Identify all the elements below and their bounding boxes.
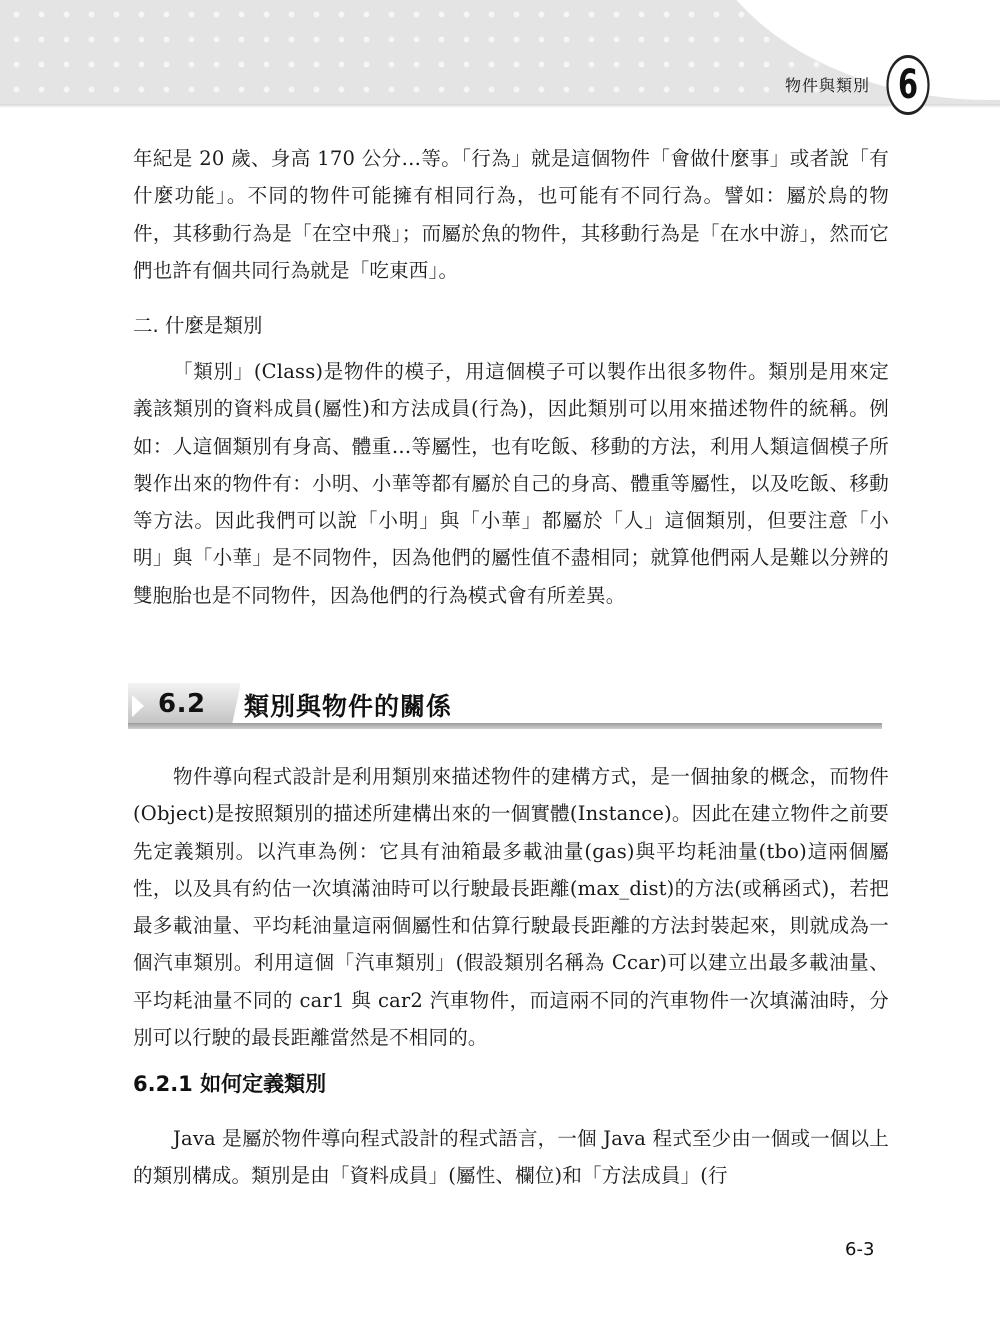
section-rule — [128, 723, 882, 729]
subsection-heading: 6.2.1 如何定義類別 — [133, 1072, 327, 1096]
section-banner — [128, 683, 882, 731]
paragraph-define-class: Java 是屬於物件導向程式設計的程式語言，一個 Java 程式至少由一個或一個以上的類別構成。類別是由「資料成員」(屬性、欄位)和「方法成員」(行 — [133, 1127, 889, 1188]
section-number: 6.2 — [158, 689, 206, 719]
section-title: 類別與物件的關係 — [244, 692, 453, 721]
paragraph-object-behavior: 年紀是 20 歲、身高 170 公分…等。「行為」就是這個物件「會做什麼事」或者說「有什麼功能」。不同的物件可能擁有相同行為，也可能有不同行為。譬如：屬於鳥的物件，其移動行為是「在空中飛」；而屬於魚的物件，其移動行為是「在水中游」，然而它們也許有個共同行為就是「吃東西」。 — [133, 147, 889, 282]
chapter-title: 物件與類別 — [784, 76, 870, 95]
page-number: 6-3 — [845, 1239, 875, 1260]
paragraph-class-definition: 「類別」(Class)是物件的模子，用這個模子可以製作出很多物件。類別是用來定義該類別的資料成員(屬性)和方法成員(行為)，因此類別可以用來描述物件的統稱。例如：人這個類別有身高、體重…等屬性，也有吃飯、移動的方法，利用人類這個模子所製作出來的物件有：小明、小華等都有屬於自己的身高、體重等屬性，以及吃飯、移動等方法。因此我們可以說「小明」與「小華」都屬於「人」這個類別，但要注意「小明」與「小華」是不同物件，因為他們的屬性值不盡相同；就算他們兩人是難以分辨的雙胞胎也是不同物件，因為他們的行為模式會有所差異。 — [133, 360, 889, 607]
subheading-what-is-class: 二. 什麼是類別 — [133, 314, 263, 337]
header-rule — [0, 104, 1000, 108]
paragraph-class-object-relation: 物件導向程式設計是利用類別來描述物件的建構方式，是一個抽象的概念，而物件(Object)是按照類別的描述所建構出來的一個實體(Instance)。因此在建立物件之前要先定義類別。以汽車為例：它具有油箱最多載油量(gas)與平均耗油量(tbo)這兩個屬性，以及具有約估一次填滿油時可以行駛最長距離(max_dist)的方法(或稱函式)，若把最多載油量、平均耗油量這兩個屬性和估算行駛最長距離的方法封裝起來，則就成為一個汽車類別。利用這個「汽車類別」(假設類別名稱為 Ccar)可以建立出最多載油量、平均耗油量不同的 car1 與 car2 汽車物件，而這兩不同的汽車物件一次填滿油時，分別可以行駛的最長距離當然是不相同的。 — [133, 765, 889, 1050]
chapter-number-badge: 6 — [886, 55, 929, 115]
banner-arrow-icon — [132, 695, 144, 717]
